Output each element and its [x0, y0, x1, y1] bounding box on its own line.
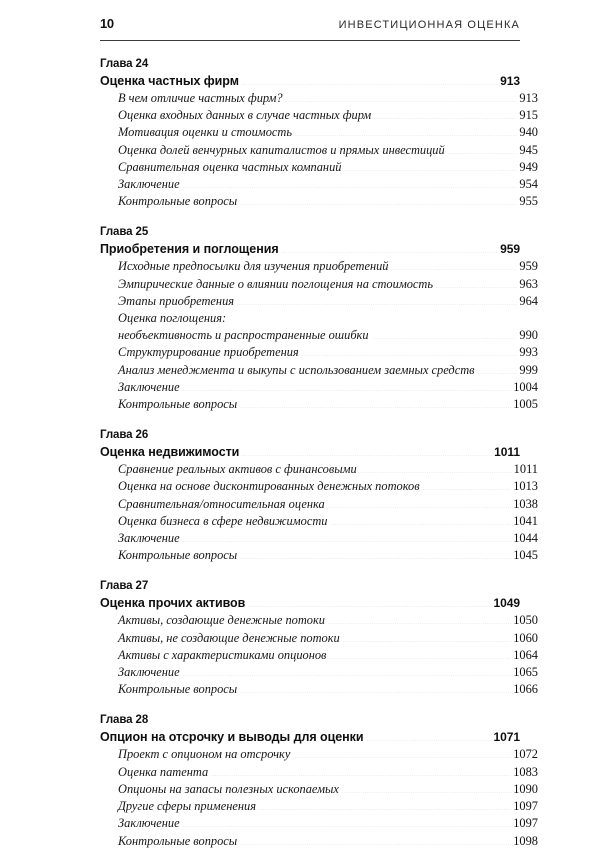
chapter-title-label: Оценка прочих активов: [100, 596, 246, 611]
dot-leader: [240, 558, 511, 559]
section-page-number: 964: [519, 293, 538, 308]
section-page-number: 1005: [513, 397, 538, 412]
section-page-number: 999: [519, 362, 538, 377]
dot-leader: [328, 507, 512, 508]
table-of-contents: [100, 56, 538, 850]
section-entry[interactable]: [100, 461, 538, 478]
section-entry[interactable]: [100, 142, 538, 159]
section-entry[interactable]: [100, 833, 538, 850]
section-page-number: 1097: [513, 799, 538, 814]
section-label: Оценка поглощения:: [118, 311, 227, 326]
dot-leader: [436, 287, 517, 288]
section-label: Проект с опционом на отсрочку: [118, 747, 291, 762]
section-label: Структурирование приобретения: [118, 345, 299, 360]
chapter-page-number: 959: [500, 242, 520, 257]
dot-leader: [229, 321, 536, 322]
dot-leader: [282, 252, 499, 253]
chapter-title-entry[interactable]: [100, 443, 520, 461]
dot-leader: [343, 641, 511, 642]
chapter-page-number: 1011: [494, 445, 520, 460]
section-entry[interactable]: [100, 258, 538, 275]
dot-leader: [183, 541, 512, 542]
section-entry[interactable]: [100, 344, 538, 361]
chapter-title-label: Оценка недвижимости: [100, 445, 240, 460]
section-entry[interactable]: [100, 327, 538, 344]
section-label: Оценка патента: [118, 764, 209, 779]
section-page-number: 945: [519, 142, 538, 157]
section-page-number: 1044: [513, 531, 538, 546]
section-label: Оценка на основе дисконтированных денежных потоков: [118, 479, 420, 494]
dot-leader: [286, 101, 518, 102]
chapter-number: Глава 25: [100, 226, 149, 239]
section-label: Активы, не создающие денежные потоки: [118, 630, 340, 645]
section-page-number: 1072: [513, 747, 538, 762]
chapter-title-label: Приобретения и поглощения: [100, 242, 279, 257]
chapter-title-entry[interactable]: [100, 594, 520, 612]
chapter-number: Глава 28: [100, 714, 149, 727]
section-entry[interactable]: [100, 90, 538, 107]
chapter-title-label: Оценка частных фирм: [100, 74, 239, 88]
section-entry[interactable]: [100, 547, 538, 564]
section-label: Другие сферы применения: [118, 799, 256, 814]
section-entry[interactable]: [100, 746, 538, 763]
dot-leader: [478, 373, 518, 374]
section-label: Активы с характеристиками опционов: [118, 647, 327, 662]
chapter-block: [100, 427, 538, 564]
section-page-number: 1011: [513, 462, 538, 477]
dot-leader: [331, 524, 512, 525]
section-entry: [100, 310, 538, 327]
dot-leader: [367, 740, 492, 741]
section-page-number: 1064: [513, 647, 538, 662]
dot-leader: [240, 407, 511, 408]
dot-leader: [374, 118, 517, 119]
section-page-number: 1083: [513, 764, 538, 779]
chapter-number: Глава 27: [100, 580, 149, 593]
dot-leader: [342, 792, 511, 793]
dot-leader: [328, 623, 511, 624]
header-divider-rule: [100, 40, 520, 41]
chapter-block: [100, 224, 538, 413]
dot-leader: [391, 269, 517, 270]
dot-leader: [423, 489, 512, 490]
section-label: Активы, создающие денежные потоки: [118, 613, 325, 628]
section-label: необъективность и распространенные ошибки: [118, 328, 369, 343]
section-entry[interactable]: [100, 159, 538, 176]
chapter-title-entry[interactable]: [100, 240, 520, 258]
section-entry[interactable]: [100, 798, 538, 815]
dot-leader: [329, 658, 511, 659]
chapter-title-entry[interactable]: [100, 72, 520, 90]
section-page-number: 1060: [513, 630, 538, 645]
section-page-number: 913: [519, 91, 538, 105]
dot-leader: [344, 170, 517, 171]
section-label: Сравнительная/относительная оценка: [118, 496, 325, 511]
dot-leader: [183, 675, 512, 676]
page-folio-number: 10: [100, 16, 114, 31]
section-page-number: 1097: [513, 816, 538, 831]
section-entry[interactable]: [100, 396, 538, 413]
section-label: В чем отличие частных фирм?: [118, 91, 283, 105]
chapter-block: [100, 578, 538, 698]
section-label: Контрольные вопросы: [118, 397, 238, 412]
section-page-number: 1004: [513, 379, 538, 394]
section-entry[interactable]: [100, 176, 538, 193]
dot-leader: [240, 692, 511, 693]
section-entry[interactable]: [100, 124, 538, 141]
section-label: Заключение: [118, 531, 180, 546]
section-label: Оценка долей венчурных капиталистов и прямых инвестиций: [118, 142, 445, 157]
running-header: [100, 16, 520, 31]
dot-leader: [448, 153, 518, 154]
section-label: Оценка входных данных в случае частных фирм: [118, 108, 372, 123]
section-page-number: 915: [519, 108, 538, 123]
section-entry[interactable]: [100, 612, 538, 629]
dot-leader: [211, 775, 511, 776]
dot-leader: [240, 204, 517, 205]
dot-leader: [242, 84, 498, 85]
section-page-number: 1050: [513, 613, 538, 628]
section-page-number: 1090: [513, 781, 538, 796]
section-page-number: 1045: [513, 548, 538, 563]
section-entry[interactable]: [100, 379, 538, 396]
dot-leader: [295, 135, 517, 136]
section-page-number: 1041: [513, 513, 538, 528]
dot-leader: [183, 826, 512, 827]
chapter-page-number: 1071: [493, 730, 520, 745]
chapter-block: [100, 712, 538, 849]
section-entry[interactable]: [100, 362, 538, 379]
section-label: Исходные предпосылки для изучения приобретений: [118, 259, 389, 274]
section-page-number: 963: [519, 276, 538, 291]
section-entry[interactable]: [100, 193, 538, 210]
chapter-number: Глава 26: [100, 429, 149, 442]
section-entry[interactable]: [100, 664, 538, 681]
section-label: Контрольные вопросы: [118, 548, 238, 563]
section-page-number: 1013: [513, 479, 538, 494]
section-entry[interactable]: [100, 478, 538, 495]
section-entry[interactable]: [100, 293, 538, 310]
section-label: Контрольные вопросы: [118, 194, 238, 209]
section-page-number: 1038: [513, 496, 538, 511]
dot-leader: [302, 355, 518, 356]
chapter-page-number: 913: [500, 74, 520, 88]
section-label: Оценка бизнеса в сфере недвижимости: [118, 513, 328, 528]
section-page-number: 940: [519, 125, 538, 140]
section-entry[interactable]: [100, 513, 538, 530]
chapter-number: Глава 24: [100, 58, 149, 70]
chapter-page-number: 1049: [493, 596, 520, 611]
section-entry[interactable]: [100, 530, 538, 547]
section-label: Анализ менеджмента и выкупы с использованием заемных средств: [118, 362, 475, 377]
section-entry[interactable]: [100, 630, 538, 647]
section-entry[interactable]: [100, 815, 538, 832]
section-label: Эмпирические данные о влиянии поглощения на стоимость: [118, 276, 434, 291]
dot-leader: [248, 606, 491, 607]
dot-leader: [183, 187, 518, 188]
section-page-number: 1065: [513, 665, 538, 680]
section-label: Заключение: [118, 665, 180, 680]
dot-leader: [293, 757, 511, 758]
section-entry[interactable]: [100, 276, 538, 293]
section-entry[interactable]: [100, 107, 538, 124]
section-page-number: 990: [519, 328, 538, 343]
section-label: Заключение: [118, 177, 180, 192]
section-entry[interactable]: [100, 681, 538, 698]
section-page-number: 993: [519, 345, 538, 360]
dot-leader: [242, 455, 492, 456]
section-label: Мотивация оценки и стоимость: [118, 125, 292, 140]
section-page-number: 949: [519, 159, 538, 174]
section-label: Опционы на запасы полезных ископаемых: [118, 781, 339, 796]
section-page-number: 955: [519, 194, 538, 209]
section-label: Контрольные вопросы: [118, 833, 238, 848]
dot-leader: [360, 472, 512, 473]
section-entry[interactable]: [100, 764, 538, 781]
section-label: Сравнительная оценка частных компаний: [118, 159, 342, 174]
section-entry[interactable]: [100, 781, 538, 798]
dot-leader: [183, 390, 512, 391]
dot-leader: [240, 844, 511, 845]
chapter-title-entry[interactable]: [100, 728, 520, 746]
dot-leader: [237, 304, 517, 305]
section-page-number: 954: [519, 177, 538, 192]
chapter-block: [100, 56, 538, 210]
section-page-number: 959: [519, 259, 538, 274]
section-label: Заключение: [118, 816, 180, 831]
section-label: Сравнение реальных активов с финансовыми: [118, 462, 357, 477]
running-title: ИНВЕСТИЦИОННАЯ ОЦЕНКА: [338, 19, 520, 31]
section-entry[interactable]: [100, 647, 538, 664]
dot-leader: [259, 809, 511, 810]
section-label: Этапы приобретения: [118, 293, 235, 308]
dot-leader: [372, 338, 518, 339]
section-page-number: 1066: [513, 682, 538, 697]
chapter-title-label: Опцион на отсрочку и выводы для оценки: [100, 730, 364, 745]
section-page-number: 1098: [513, 833, 538, 848]
section-entry[interactable]: [100, 496, 538, 513]
section-label: Заключение: [118, 379, 180, 394]
section-label: Контрольные вопросы: [118, 682, 238, 697]
